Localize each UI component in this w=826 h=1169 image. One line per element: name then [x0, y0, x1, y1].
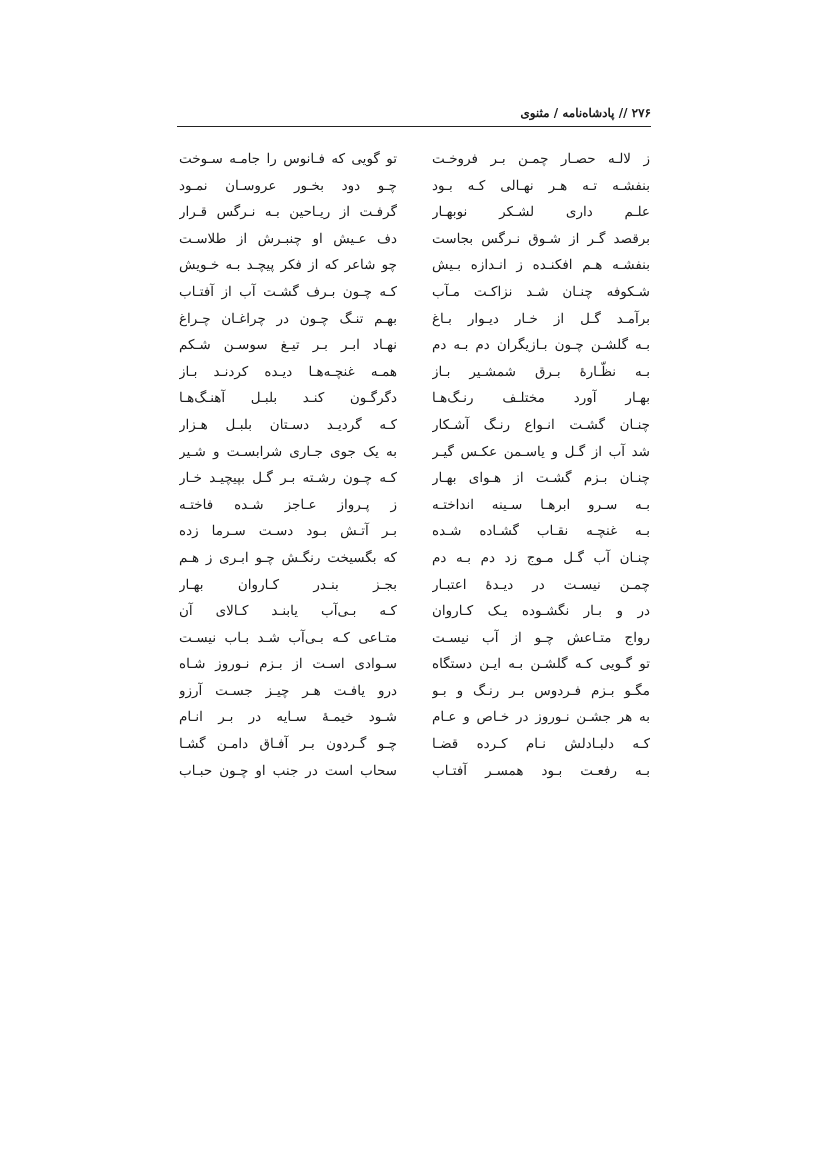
verse-line: به یک جوی جـاری شرابسـت و شـیر [179, 443, 397, 460]
verse-line: دگرگـون کنـد بلبـل آهنـگ‌هـا [179, 390, 397, 407]
verse-line: شـود خیمـهٔ سـایه در بـر انـام [179, 709, 397, 726]
verse-line: در و بـار نگشـوده یـک کـاروان [432, 603, 650, 620]
verse-line: بـه نظّـارهٔ بـرق شمشـیر بـاز [432, 363, 650, 380]
verse-line: بهـم تنـگ چـون در چراغـان چـراغ [179, 310, 397, 327]
verse-line: چنـان بـزم گشـت از هـوای بهـار [432, 470, 650, 487]
verse-line: ز لالـه حصـار چمـن بـر فروخـت [432, 151, 650, 167]
verse-line: که بگسیخت رنگـش چـو ابـری ز هـم [179, 549, 397, 566]
verse-line: سحاب است در جنب او چـون حبـاب [179, 762, 397, 779]
verse-line: چـو گـردون بـر آفـاق دامـن گشـا [179, 736, 397, 753]
verse-line: علـم داری لشـکر نوبهـار [432, 204, 650, 221]
verse-line: کـه دلبـادلش نـام کـرده قضـا [432, 736, 650, 753]
verse-line: به هر جشـن نـوروز در خـاص و عـام [432, 709, 650, 726]
verse-line: همـه غنچـه‌هـا دیـده کردنـد بـاز [179, 363, 397, 380]
verse-line: چنـان آب گـل مـوج زد دم بـه دم [432, 549, 650, 566]
right-hemistich-column [432, 146, 650, 784]
verse-line: چنـان گشـت انـواع رنـگ آشـکار [432, 416, 650, 433]
verse-line: چـو دود بخـور عروسـان نمـود [179, 177, 397, 194]
verse-line: شـکوفه چنـان شـد نزاکـت مـآب [432, 283, 650, 300]
verse-line: بجـز بنـدر کـاروان بهـار [179, 576, 397, 593]
verse-line: برآمـد گـل از خـار دیـوار بـاغ [432, 310, 650, 327]
verse-line: سـوادی اسـت از بـزم نـوروز شـاه [179, 656, 397, 673]
left-hemistich-column [179, 146, 397, 784]
verse-line: رواج متـاعش چـو از آب نیسـت [432, 629, 650, 646]
verse-line: کـه چـون رشـته بـر گـل بپیچیـد خـار [179, 470, 397, 487]
verse-line: درو یافـت هـر چیـز جسـت آرزو [179, 682, 397, 699]
verse-line: بهـار آورد مختلـف رنـگ‌هـا [432, 390, 650, 407]
verse-line: بنفشـه تـه هـر نهـالی کـه بـود [432, 177, 650, 194]
verse-line: بـه سـرو ابرهـا سـینه انداختـه [432, 496, 650, 513]
header-rule [177, 126, 651, 127]
verse-line: متـاعی کـه بـی‌آب شـد بـاب نیسـت [179, 629, 397, 646]
verse-line: تو گـویی کـه گلشـن بـه ایـن دستگاه [432, 656, 650, 673]
verse-line: کـه گردیـد دسـتان بلبـل هـزار [179, 416, 397, 433]
verse-line: کـه بـی‌آب یابنـد کـالای آن [179, 603, 397, 620]
verse-line: کـه چـون بـرف گشـت آب از آفتـاب [179, 283, 397, 300]
verse-line: ز پـرواز عـاجز شـده فاختـه [179, 496, 397, 513]
running-head: ۲۷۶ // پادشاه‌نامه / مثنوی [520, 106, 651, 120]
verse-line: بـه غنچـه نقـاب گشـاده شـده [432, 523, 650, 540]
verse-line: گرفـت از ریـاحین بـه نـرگس قـرار [179, 204, 397, 221]
verse-line: تو گویی که فـانوس را جامـه سـوخت [179, 151, 397, 167]
verse-line: بـر آتـش بـود دسـت سـرما زده [179, 523, 397, 540]
verse-line: بنفشـه هـم افکنـده ز انـدازه بـیش [432, 257, 650, 274]
verse-line: مگـو بـزم فـردوس بـر رنـگ و بـو [432, 682, 650, 699]
verse-line: نهـاد ابـر بـر تیـغ سوسـن شـکم [179, 337, 397, 354]
verse-line: چمـن نیسـت در دیـدهٔ اعتبـار [432, 576, 650, 593]
verse-line: بـه گلشـن چـون بـازیگران دم بـه دم [432, 337, 650, 354]
verse-line: شد آب از گـل و یاسـمن عکـس گیـر [432, 443, 650, 460]
verse-line: دف عـیش او چنبـرش از طلاسـت [179, 230, 397, 247]
verse-line: چو شاعر که از فکر پیچـد بـه خـویش [179, 257, 397, 274]
verse-line: برقصد گـر از شـوق نـرگس بجاست [432, 230, 650, 247]
verse-line: بـه رفعـت بـود همسـر آفتـاب [432, 762, 650, 779]
